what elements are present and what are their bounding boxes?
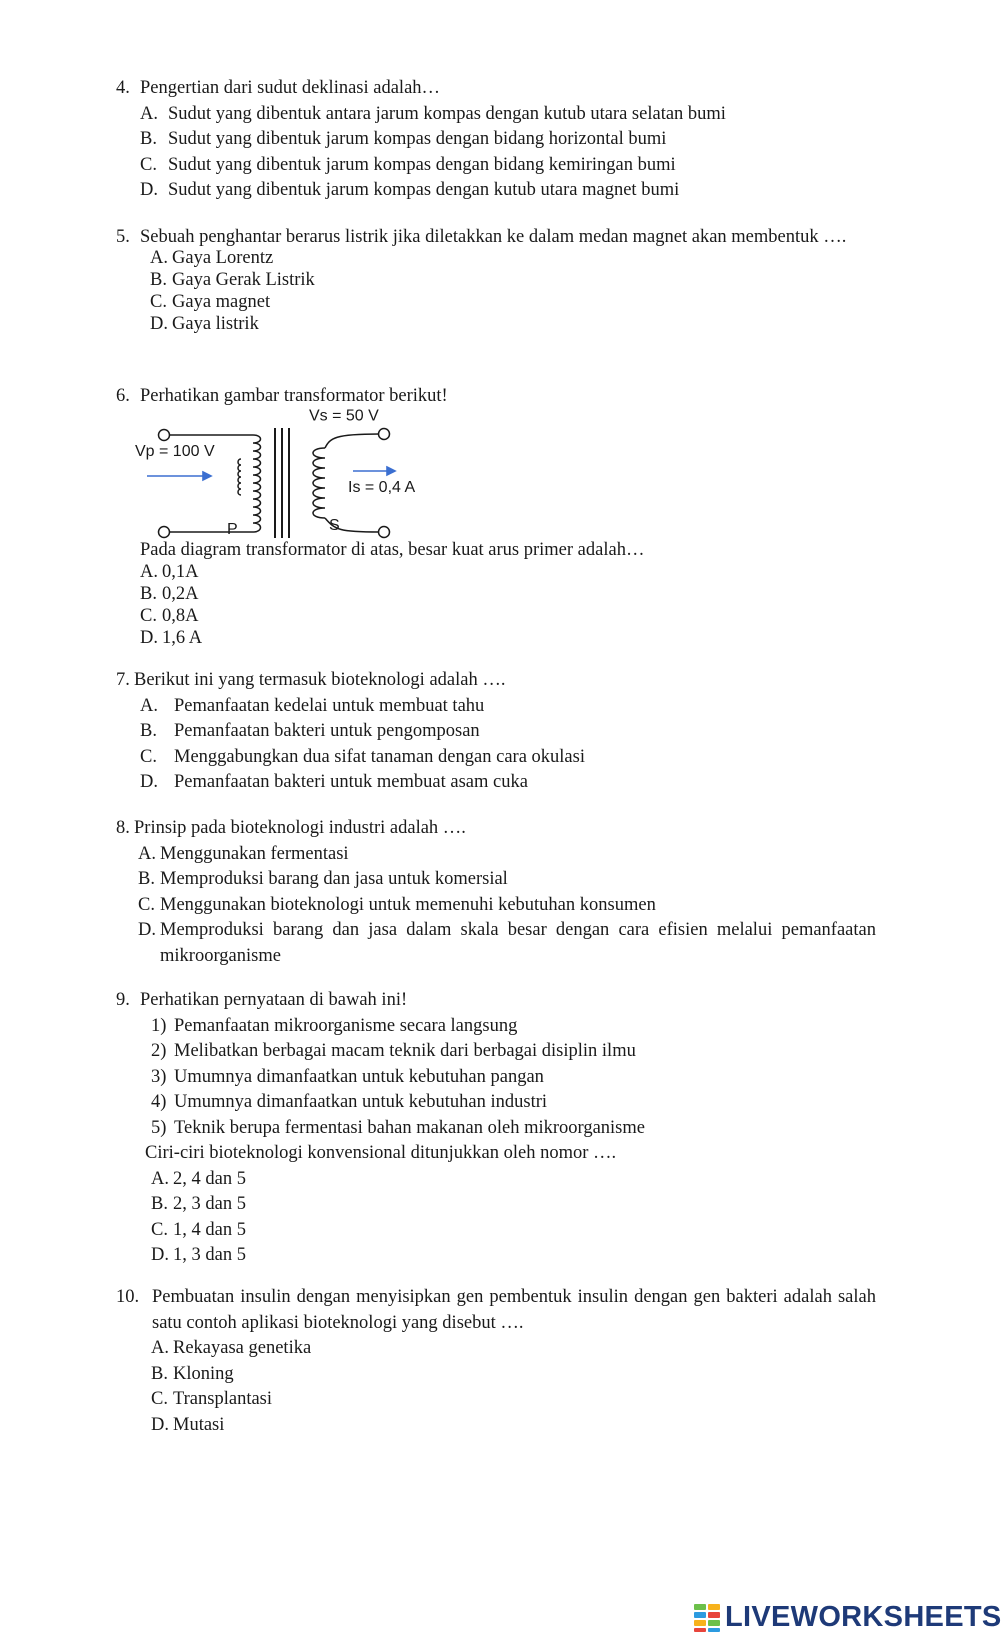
- option-c: [151, 1387, 876, 1413]
- question-number: 7.: [116, 670, 130, 690]
- secondary-coil: [313, 448, 325, 518]
- option-letter: C.: [138, 894, 155, 915]
- primary-terminal-top: [159, 430, 170, 441]
- statement-number: 4): [151, 1092, 167, 1112]
- option-text: Pemanfaatan kedelai untuk membuat tahu: [174, 695, 485, 716]
- option-c: [138, 893, 876, 919]
- statement-number: 2): [151, 1041, 167, 1061]
- option-d: [138, 918, 876, 969]
- vs-label: Vs = 50 V: [309, 407, 379, 425]
- question-9: [116, 988, 876, 1269]
- option-text: Sudut yang dibentuk jarum kompas dengan bidang kemiringan bumi: [168, 154, 676, 175]
- option-a: [140, 102, 876, 128]
- option-letter: C.: [140, 606, 157, 626]
- option-letter: C.: [151, 1219, 168, 1240]
- statement-text: Pemanfaatan mikroorganisme secara langsung: [174, 1015, 518, 1036]
- question-6-answers: [140, 539, 860, 649]
- statement-1: [151, 1014, 876, 1040]
- option-letter: D.: [140, 628, 158, 648]
- option-text: 2, 3 dan 5: [173, 1194, 246, 1214]
- primary-terminal-bottom: [159, 527, 170, 538]
- option-text: Pemanfaatan bakteri untuk pengomposan: [174, 721, 480, 741]
- option-letter: C.: [150, 292, 167, 312]
- p-label: P: [227, 521, 238, 538]
- option-letter: A.: [151, 1338, 169, 1358]
- option-letter: B.: [138, 869, 155, 889]
- question-number: 5.: [116, 227, 130, 247]
- option-a: [151, 1167, 876, 1193]
- option-letter: D.: [140, 772, 158, 792]
- option-a: [150, 247, 876, 269]
- secondary-arrow-head: [387, 467, 395, 475]
- option-b: [140, 127, 876, 153]
- option-text: 0,2A: [162, 584, 199, 604]
- question-6: [116, 384, 876, 410]
- option-letter: A.: [140, 695, 158, 716]
- option-letter: A.: [138, 843, 156, 864]
- option-letter: A.: [151, 1168, 169, 1189]
- question-number: 10.: [116, 1287, 140, 1307]
- statement-text: Melibatkan berbagai macam teknik dari berbagai disiplin ilmu: [174, 1041, 636, 1061]
- question-prompt: Pada diagram transformator di atas, besar kuat arus primer adalah…: [140, 540, 645, 560]
- statement-2: [151, 1039, 876, 1065]
- option-text: Gaya listrik: [172, 314, 259, 334]
- option-d: [140, 770, 876, 796]
- statement-text: Umumnya dimanfaatkan untuk kebutuhan industri: [174, 1092, 548, 1112]
- option-letter: A.: [140, 103, 158, 124]
- question-stem: [116, 988, 876, 1014]
- option-text: Sudut yang dibentuk antara jarum kompas dengan kutub utara selatan bumi: [168, 103, 726, 124]
- option-letter: B.: [140, 584, 157, 604]
- option-text: Menggabungkan dua sifat tanaman dengan cara okulasi: [174, 746, 585, 767]
- option-text: 0,8A: [162, 606, 199, 626]
- option-text: Gaya Lorentz: [172, 248, 274, 268]
- option-text: Memproduksi barang dan jasa dalam skala besar dengan cara efisien melalui pemanfaatan mikroorganisme: [160, 920, 876, 966]
- is-label: Is = 0,4 A: [348, 479, 416, 496]
- question-stem: [116, 1285, 876, 1336]
- option-text: 1,6 A: [162, 628, 203, 648]
- liveworksheets-brand-text: LIVEWORKSHEETS: [725, 1601, 1002, 1634]
- secondary-terminal-bottom: [379, 527, 390, 538]
- s-label: S: [329, 517, 340, 534]
- option-letter: D.: [150, 314, 168, 334]
- option-c: [140, 153, 876, 179]
- liveworksheets-logo[interactable]: [693, 1600, 1002, 1636]
- option-d: [151, 1243, 876, 1269]
- option-text: Transplantasi: [173, 1389, 273, 1409]
- option-c: [151, 1218, 876, 1244]
- question-prompt: Ciri-ciri bioteknologi konvensional ditunjukkan oleh nomor ….: [145, 1143, 617, 1163]
- question-number: 4.: [116, 78, 130, 98]
- option-b: [151, 1192, 876, 1218]
- question-number: 8.: [116, 818, 130, 838]
- question-stem: [116, 668, 876, 694]
- statement-text: Teknik berupa fermentasi bahan makanan oleh mikroorganisme: [174, 1117, 645, 1138]
- option-c: [150, 291, 876, 313]
- option-a: [138, 842, 876, 868]
- option-letter: C.: [151, 1389, 168, 1409]
- option-text: Sudut yang dibentuk jarum kompas dengan bidang horizontal bumi: [168, 129, 667, 149]
- option-text: Sudut yang dibentuk jarum kompas dengan kutub utara magnet bumi: [168, 180, 680, 200]
- option-b: [151, 1362, 876, 1388]
- question-text: Sebuah penghantar berarus listrik jika diletakkan ke dalam medan magnet akan membentuk ….: [140, 227, 847, 247]
- option-text: Gaya Gerak Listrik: [172, 270, 315, 290]
- option-b: [150, 269, 876, 291]
- option-letter: A.: [140, 562, 158, 582]
- primary-arrow-head: [203, 472, 211, 480]
- option-text: 0,1A: [162, 562, 199, 582]
- question-text: Perhatikan gambar transformator berikut!: [140, 386, 448, 406]
- question-8: [116, 816, 876, 969]
- option-text: 2, 4 dan 5: [173, 1168, 246, 1189]
- option-letter: C.: [140, 154, 157, 175]
- statement-number: 5): [151, 1117, 167, 1138]
- option-letter: B.: [150, 270, 167, 290]
- vp-label: Vp = 100 V: [135, 443, 215, 460]
- option-letter: D.: [151, 1414, 169, 1435]
- primary-coil: [253, 435, 261, 532]
- statement-number: 3): [151, 1066, 167, 1087]
- option-b: [138, 867, 876, 893]
- statement-5: [151, 1116, 876, 1142]
- question-stem: [116, 384, 876, 410]
- option-letter: C.: [140, 746, 157, 767]
- option-b: [140, 719, 876, 745]
- question-text: Prinsip pada bioteknologi industri adalah ….: [134, 818, 466, 838]
- option-b: [140, 583, 860, 605]
- option-d: [150, 313, 876, 335]
- question-stem: [116, 76, 876, 102]
- question-number: 9.: [116, 990, 130, 1010]
- statement-number: 1): [151, 1015, 167, 1036]
- option-d: [140, 627, 860, 649]
- option-a: [151, 1336, 876, 1362]
- question-text: Pengertian dari sudut deklinasi adalah…: [140, 78, 441, 98]
- option-letter: D.: [138, 920, 156, 940]
- statement-4: [151, 1090, 876, 1116]
- option-text: Rekayasa genetika: [173, 1338, 312, 1358]
- question-10: [116, 1285, 876, 1438]
- option-letter: B.: [140, 129, 157, 149]
- option-letter: B.: [140, 721, 157, 741]
- statement-3: [151, 1065, 876, 1091]
- statement-text: Umumnya dimanfaatkan untuk kebutuhan pangan: [174, 1066, 544, 1087]
- option-text: 1, 3 dan 5: [173, 1245, 246, 1265]
- question-number: 6.: [116, 386, 130, 406]
- option-a: [140, 561, 860, 583]
- question-4: [116, 76, 876, 204]
- liveworksheets-logo-icon: [693, 1603, 721, 1633]
- primary-coil-inner: [238, 459, 241, 495]
- option-text: Menggunakan fermentasi: [160, 843, 349, 864]
- question-text: Berikut ini yang termasuk bioteknologi adalah ….: [134, 670, 506, 690]
- secondary-terminal-top: [379, 429, 390, 440]
- question-stem: [116, 816, 876, 842]
- option-d: [151, 1413, 876, 1439]
- option-text: Gaya magnet: [172, 292, 271, 312]
- question-7: [116, 668, 876, 796]
- option-letter: B.: [151, 1194, 168, 1214]
- secondary-wire-top: [325, 434, 379, 448]
- option-letter: D.: [151, 1245, 169, 1265]
- option-text: 1, 4 dan 5: [173, 1219, 246, 1240]
- option-text: Pemanfaatan bakteri untuk membuat asam cuka: [174, 772, 528, 792]
- question-text: Pembuatan insulin dengan menyisipkan gen pembentuk insulin dengan gen bakteri adalah salah satu contoh aplikasi bioteknologi yang disebut ….: [152, 1287, 876, 1333]
- option-letter: A.: [150, 248, 168, 268]
- question-text: Perhatikan pernyataan di bawah ini!: [140, 990, 408, 1010]
- option-c: [140, 605, 860, 627]
- option-text: Mutasi: [173, 1414, 225, 1435]
- option-text: Kloning: [173, 1363, 234, 1384]
- option-a: [140, 694, 876, 720]
- option-text: Menggunakan bioteknologi untuk memenuhi kebutuhan konsumen: [160, 894, 656, 915]
- question-5: [116, 225, 876, 335]
- option-text: Memproduksi barang dan jasa untuk komersial: [160, 869, 508, 889]
- option-d: [140, 178, 876, 204]
- option-letter: B.: [151, 1363, 168, 1384]
- option-letter: D.: [140, 180, 158, 200]
- option-c: [140, 745, 876, 771]
